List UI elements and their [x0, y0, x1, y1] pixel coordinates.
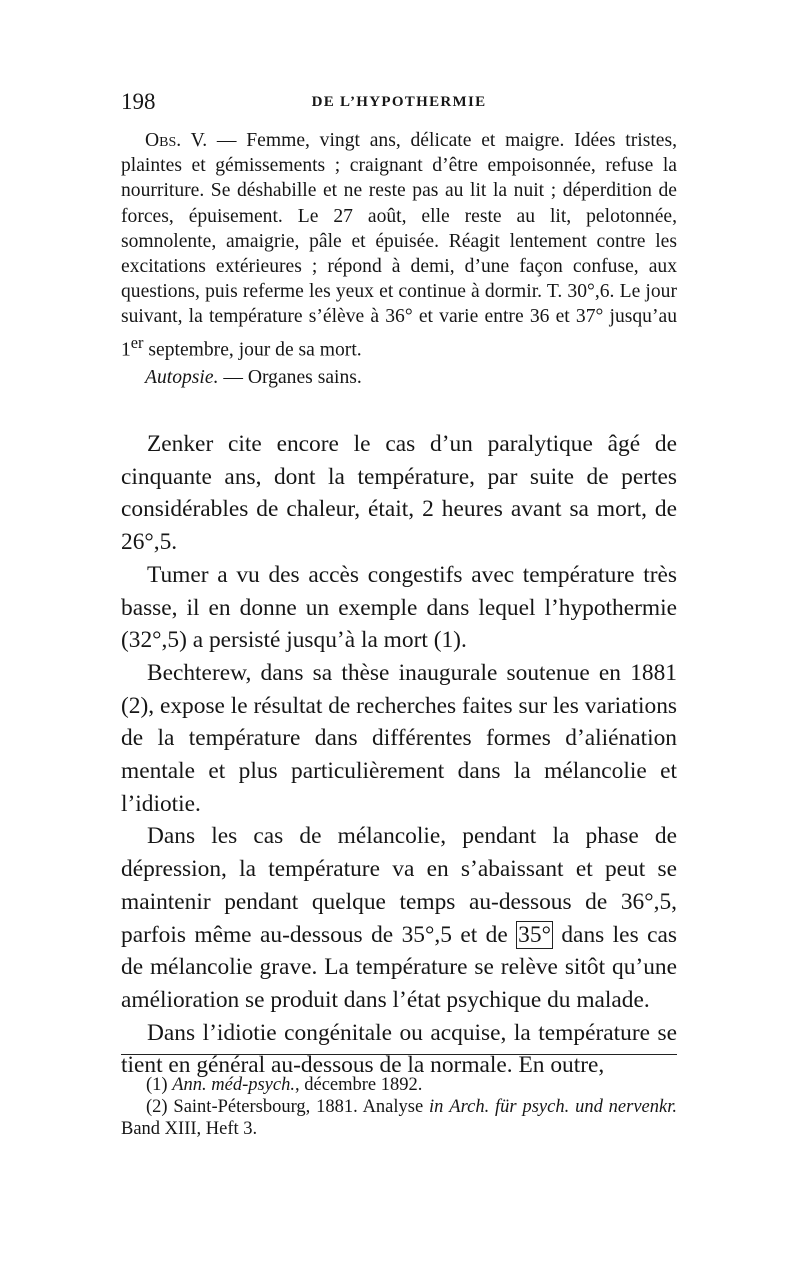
paragraph-tumer: Tumer a vu des accès congestifs avec température très basse, il en donne un exemple dans lequel l’hypothermie (32°,5) a persisté jusqu’à la mort (1).: [121, 561, 677, 654]
footnote-2: [121, 1096, 677, 1140]
autopsy-text: — Organes sains.: [218, 367, 362, 389]
main-text: [121, 428, 677, 1082]
footnote-1: [121, 1074, 677, 1096]
melancolie-text-end: dans les cas de mélancolie grave. La température se relève sitôt qu’une amélioration se produit dans l’état psychique du malade.: [121, 921, 677, 1013]
footnote-2-text: Saint-Pétersbourg, 1881. Analyse: [173, 1097, 430, 1117]
melancolie-text-start: Dans les cas de mélancolie, pendant la phase de dépression, la température va en s’abaissant et peut se maintenir pendant quelque temps au-dessous de 36°,5, parfois même au-dessous de 35°,5 et de: [121, 823, 677, 948]
footnote-2-in: in: [429, 1097, 444, 1117]
boxed-temperature: 35°: [518, 921, 551, 948]
footnote-1-title: Ann. méd-psych.: [172, 1075, 295, 1095]
ordinal-superscript: er: [130, 332, 144, 352]
observation-paragraph: [121, 128, 677, 362]
paragraph-idiotie: Dans l’idiotie congénitale ou acquise, la température se tient en général au-dessous de la normale. En outre,: [121, 1019, 677, 1079]
footnote-2-number: (2): [146, 1097, 174, 1117]
observation-label: Obs. V.: [145, 130, 208, 151]
footnote-1-rest: , décembre 1892.: [294, 1075, 423, 1095]
footnotes: [121, 1074, 677, 1140]
observation-text: — Femme, vingt ans, délicate et maigre. Idées tristes, plaintes et gémissements ; craignant d’être empoisonnée, refuse la nourriture. Se déshabille et ne reste pas au lit la nuit ; déperdition de forces, épuisement. Le 27 août, elle reste au lit, pelotonnée, somnolente, amaigrie, pâle et épuisée. Réagit lentement contre les excitations extérieures ; répond à demi, d’une façon confuse, aux questions, puis referme les yeux et continue à dormir. T. 30°,6. Le jour suivant, la température s’élève à 36° et varie entre 36 et 37° jusqu’au 1: [121, 130, 677, 361]
running-head: DE L’HYPOTHERMIE: [311, 94, 487, 110]
footnote-2-journal: Arch. für psych. und nervenkr.: [449, 1097, 677, 1117]
observation-text-end: septembre, jour de sa mort.: [143, 339, 362, 361]
footnote-rule: [121, 1054, 677, 1055]
footnote-1-number: (1): [146, 1075, 173, 1095]
autopsy-label: Autopsie.: [145, 367, 219, 389]
paragraph-melancolie: [121, 820, 677, 1016]
observation-block: [121, 128, 677, 391]
page-number: 198: [121, 89, 156, 114]
page-header: [121, 89, 677, 125]
paragraph-bechterew: Bechterew, dans sa thèse inaugurale soutenue en 1881 (2), expose le résultat de recherches faites sur les variations de la température dans différentes formes d’aliénation mentale et plus particulièrement dans la mélancolie et l’idiotie.: [121, 659, 677, 817]
footnote-2-rest: Band XIII, Heft 3.: [121, 1119, 258, 1139]
paragraph-zenker: Zenker cite encore le cas d’un paralytique âgé de cinquante ans, dont la température, par suite de pertes considérables de chaleur, était, 2 heures avant sa mort, de 26°,5.: [121, 431, 677, 556]
autopsy-paragraph: [121, 365, 677, 390]
